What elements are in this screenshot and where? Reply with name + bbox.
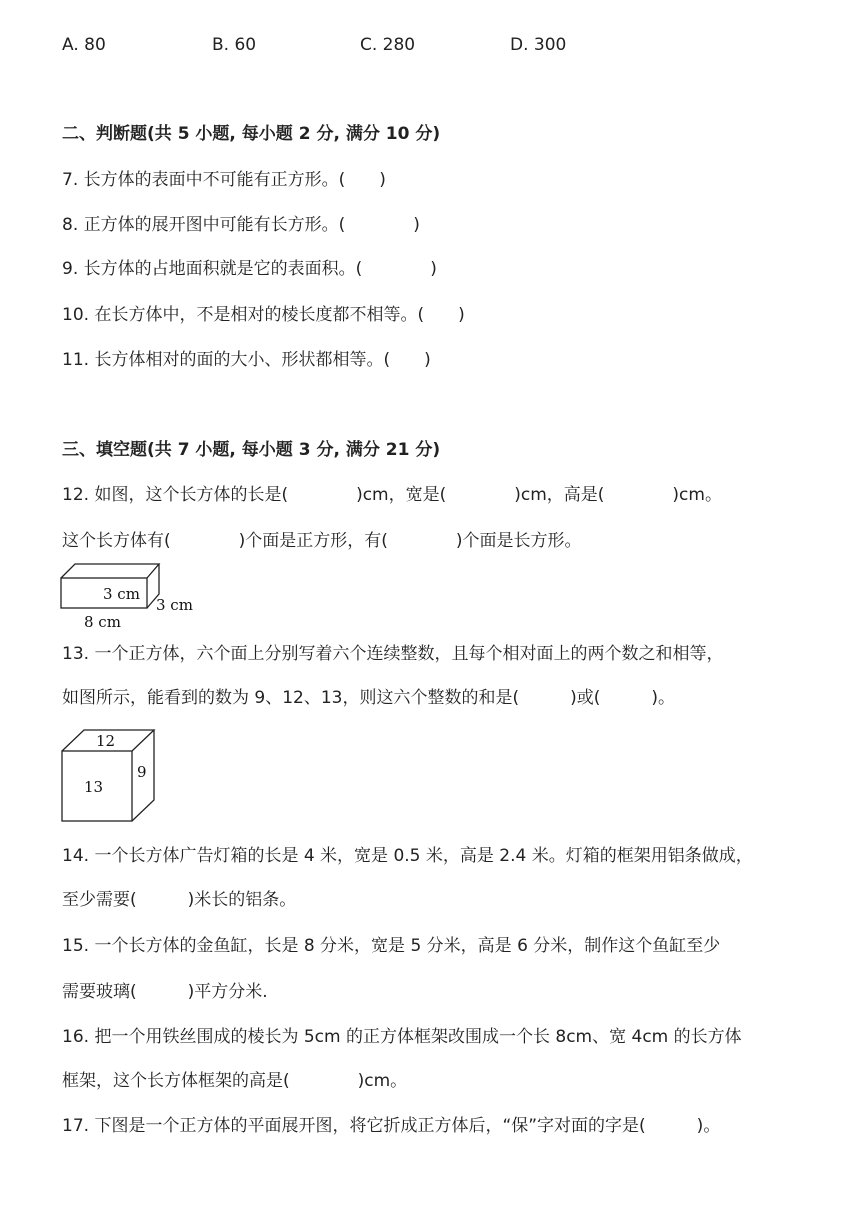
question-7: 7. 长方体的表面中不可能有正方形。( ) [62, 170, 386, 190]
question-10: 10. 在长方体中，不是相对的棱长度都不相等。( ) [62, 305, 465, 325]
question-12-line1: 12. 如图，这个长方体的长是( )cm，宽是( )cm，高是( )cm。 [62, 485, 722, 505]
cube-figure [58, 726, 162, 824]
question-15-line1: 15. 一个长方体的金鱼缸，长是 8 分米，宽是 5 分米，高是 6 分米，制作这个鱼缸至少 [62, 936, 721, 956]
cuboid-side-label: 3 cm [156, 596, 193, 614]
question-13-line2: 如图所示，能看到的数为 9、12、13，则这六个整数的和是( )或( )。 [62, 688, 676, 708]
question-14-line1: 14. 一个长方体广告灯箱的长是 4 米，宽是 0.5 米，高是 2.4 米。灯箱的框架用铝条做成， [62, 846, 753, 866]
question-8: 8. 正方体的展开图中可能有长方形。( ) [62, 215, 420, 235]
section2-heading: 二、判断题(共 5 小题, 每小题 2 分, 满分 10 分) [62, 124, 441, 144]
option-a: A. 80 [62, 35, 106, 55]
question-9: 9. 长方体的占地面积就是它的表面积。( ) [62, 259, 437, 279]
question-11: 11. 长方体相对的面的大小、形状都相等。( ) [62, 350, 431, 370]
option-d: D. 300 [510, 35, 567, 55]
cube-front-number: 13 [84, 778, 104, 796]
cuboid-front-label: 3 cm [103, 585, 140, 603]
question-16-line2: 框架，这个长方体框架的高是( )cm。 [62, 1071, 408, 1091]
cuboid-bottom-label: 8 cm [84, 613, 121, 631]
option-c: C. 280 [360, 35, 416, 55]
question-14-line2: 至少需要( )米长的铝条。 [62, 890, 297, 910]
question-15-line2: 需要玻璃( )平方分米. [62, 982, 268, 1002]
question-16-line1: 16. 把一个用铁丝围成的棱长为 5cm 的正方体框架改围成一个长 8cm、宽 4cm 的长方体 [62, 1027, 742, 1047]
section3-heading: 三、填空题(共 7 小题, 每小题 3 分, 满分 21 分) [62, 440, 441, 460]
question-12-line2: 这个长方体有( )个面是正方形，有( )个面是长方形。 [62, 531, 582, 551]
cube-right-number: 9 [137, 763, 147, 781]
option-b: B. 60 [212, 35, 257, 55]
question-17-line1: 17. 下图是一个正方体的平面展开图，将它折成正方体后，“保”字对面的字是( )。 [62, 1116, 721, 1136]
cuboid-figure [58, 560, 208, 632]
question-13-line1: 13. 一个正方体，六个面上分别写着六个连续整数，且每个相对面上的两个数之和相等， [62, 644, 724, 664]
cube-top-number: 12 [96, 732, 116, 750]
